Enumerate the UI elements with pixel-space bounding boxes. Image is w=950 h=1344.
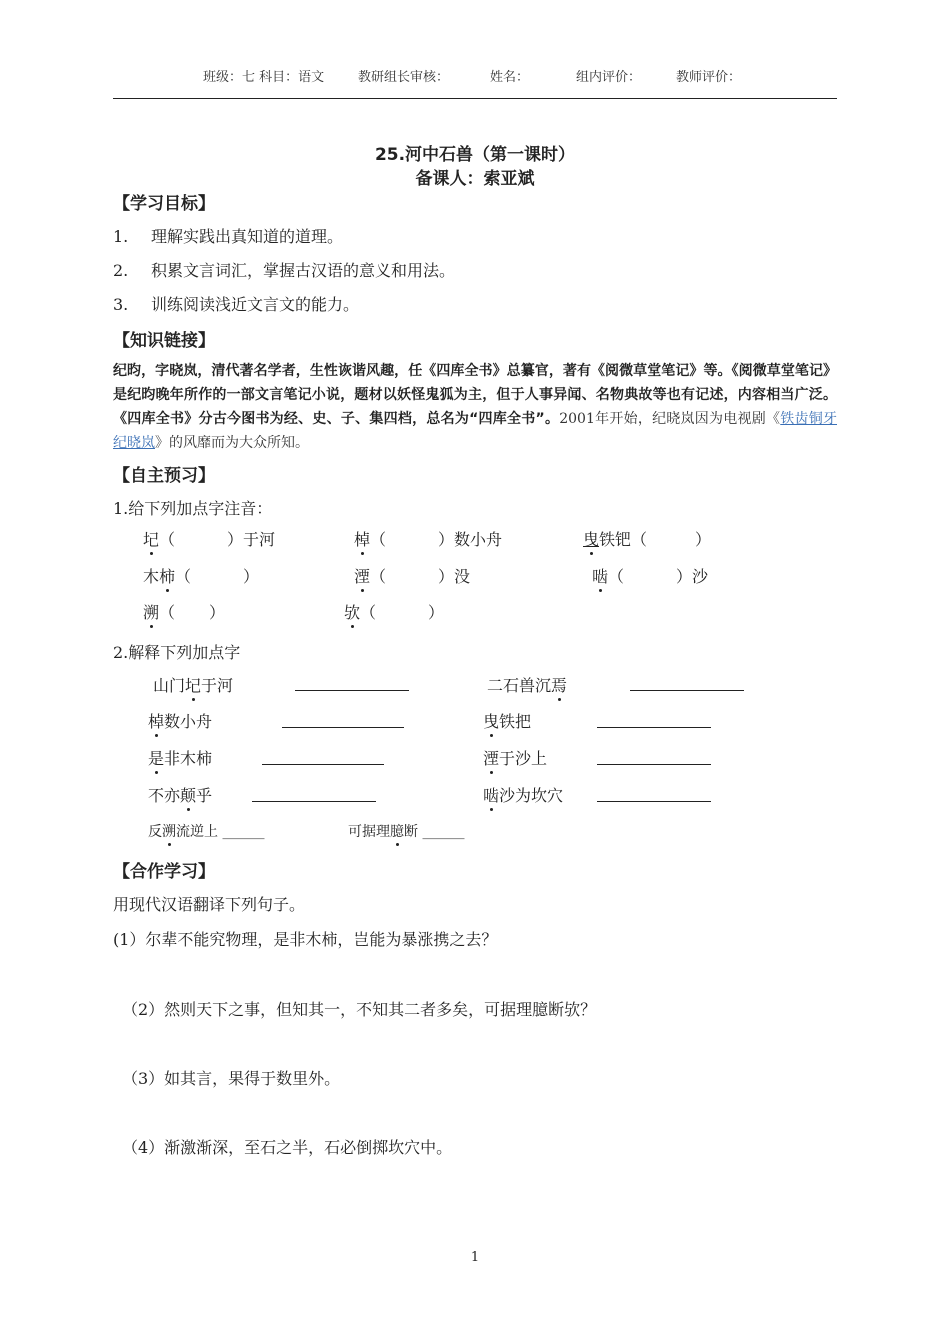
pinyin-item: 欤（ ） <box>344 600 444 623</box>
objective-item: 3. 训练阅读浅近文言文的能力。 <box>113 295 360 314</box>
objective-item: 1. 理解实践出真知道的道理。 <box>113 227 344 246</box>
explain-item: 可据理臆断 ______ <box>348 821 464 841</box>
pinyin-item: 溯（ ） <box>143 600 225 623</box>
knowledge-heading: 【知识链接】 <box>113 331 215 351</box>
answer-blank[interactable] <box>597 801 711 802</box>
header-name: 姓名： <box>490 70 530 85</box>
explain-item: 曳铁把 <box>483 709 531 732</box>
answer-blank[interactable] <box>597 727 711 728</box>
preview-question-1: 1.给下列加点字注音： <box>113 499 273 518</box>
pinyin-item: 木柿（ ） <box>143 564 259 587</box>
explain-item: 棹数小舟 <box>148 709 212 732</box>
header-class-subject: 班级：七 科目：语文 <box>203 70 325 85</box>
pinyin-item: 曳铁钯（ ） <box>583 527 711 550</box>
explain-item: 湮于沙上 <box>483 746 547 769</box>
explain-item: 二石兽沉焉 <box>487 673 567 696</box>
preview-heading: 【自主预习】 <box>113 466 215 486</box>
knowledge-plain-2: 》的风靡而为大众所知。 <box>155 435 309 451</box>
pinyin-item: 棹（ ）数小舟 <box>354 527 502 550</box>
translate-sentence: （2）然则天下之事，但知其一，不知其二者多矣，可据理臆断欤？ <box>122 1000 597 1019</box>
page-number: 1 <box>470 1250 480 1265</box>
explain-item: 山门圮于河 <box>153 673 233 696</box>
answer-blank[interactable] <box>295 690 409 691</box>
pinyin-item: 圮（ ）于河 <box>143 527 275 550</box>
cooperate-intro: 用现代汉语翻译下列句子。 <box>113 895 306 914</box>
preview-question-2: 2.解释下列加点字 <box>113 643 241 662</box>
knowledge-bold-text: 纪昀，字晓岚，清代著名学者，生性诙谐风趣，任《四库全书》总纂官，著有《阅微草堂笔记》等。《阅微草堂笔记》是纪昀晚年所作的一部文言笔记小说，题材以妖怪鬼狐为主，但于人事异闻、名物典故等也有记述，内容相当广泛。《四库全书》分古今图书为经、史、子、集四档，总名为“四库全书”。 <box>113 363 837 427</box>
explain-item: 啮沙为坎穴 <box>483 783 563 806</box>
translate-sentence: （4）渐激渐深，至石之半，石必倒掷坎穴中。 <box>122 1138 453 1157</box>
explain-item: 不亦颠乎 <box>148 783 212 806</box>
tv-series-link[interactable]: 铁齿铜牙纪晓岚 <box>113 411 837 451</box>
translate-sentence: （3）如其言，果得于数里外。 <box>122 1069 341 1088</box>
objective-item: 2. 积累文言词汇，掌握古汉语的意义和用法。 <box>113 261 456 280</box>
header-group-eval: 组内评价： <box>576 70 642 85</box>
cooperate-heading: 【合作学习】 <box>113 862 215 882</box>
answer-blank[interactable] <box>282 727 404 728</box>
pinyin-item: 湮（ ）没 <box>354 564 470 587</box>
header-teacher-eval: 教师评价： <box>676 70 742 85</box>
explain-item: 是非木柿 <box>148 746 212 769</box>
translate-sentence: (1）尔辈不能究物理，是非木柿，岂能为暴涨携之去？ <box>113 930 498 949</box>
answer-blank[interactable] <box>262 764 384 765</box>
pinyin-item: 啮（ ）沙 <box>592 564 708 587</box>
knowledge-paragraph <box>113 359 837 455</box>
header-reviewer: 教研组长审核： <box>358 70 450 85</box>
knowledge-plain-1: 2001年开始，纪晓岚因为电视剧《 <box>559 411 781 427</box>
header-rule <box>113 98 837 99</box>
answer-blank[interactable] <box>252 801 376 802</box>
page-title: 25.河中石兽（第一课时） <box>374 145 576 165</box>
answer-blank[interactable] <box>630 690 744 691</box>
page-author: 备课人：索亚斌 <box>415 169 535 189</box>
explain-item: 反溯流逆上 ______ <box>148 821 264 841</box>
objectives-heading: 【学习目标】 <box>113 194 215 214</box>
answer-blank[interactable] <box>597 764 711 765</box>
